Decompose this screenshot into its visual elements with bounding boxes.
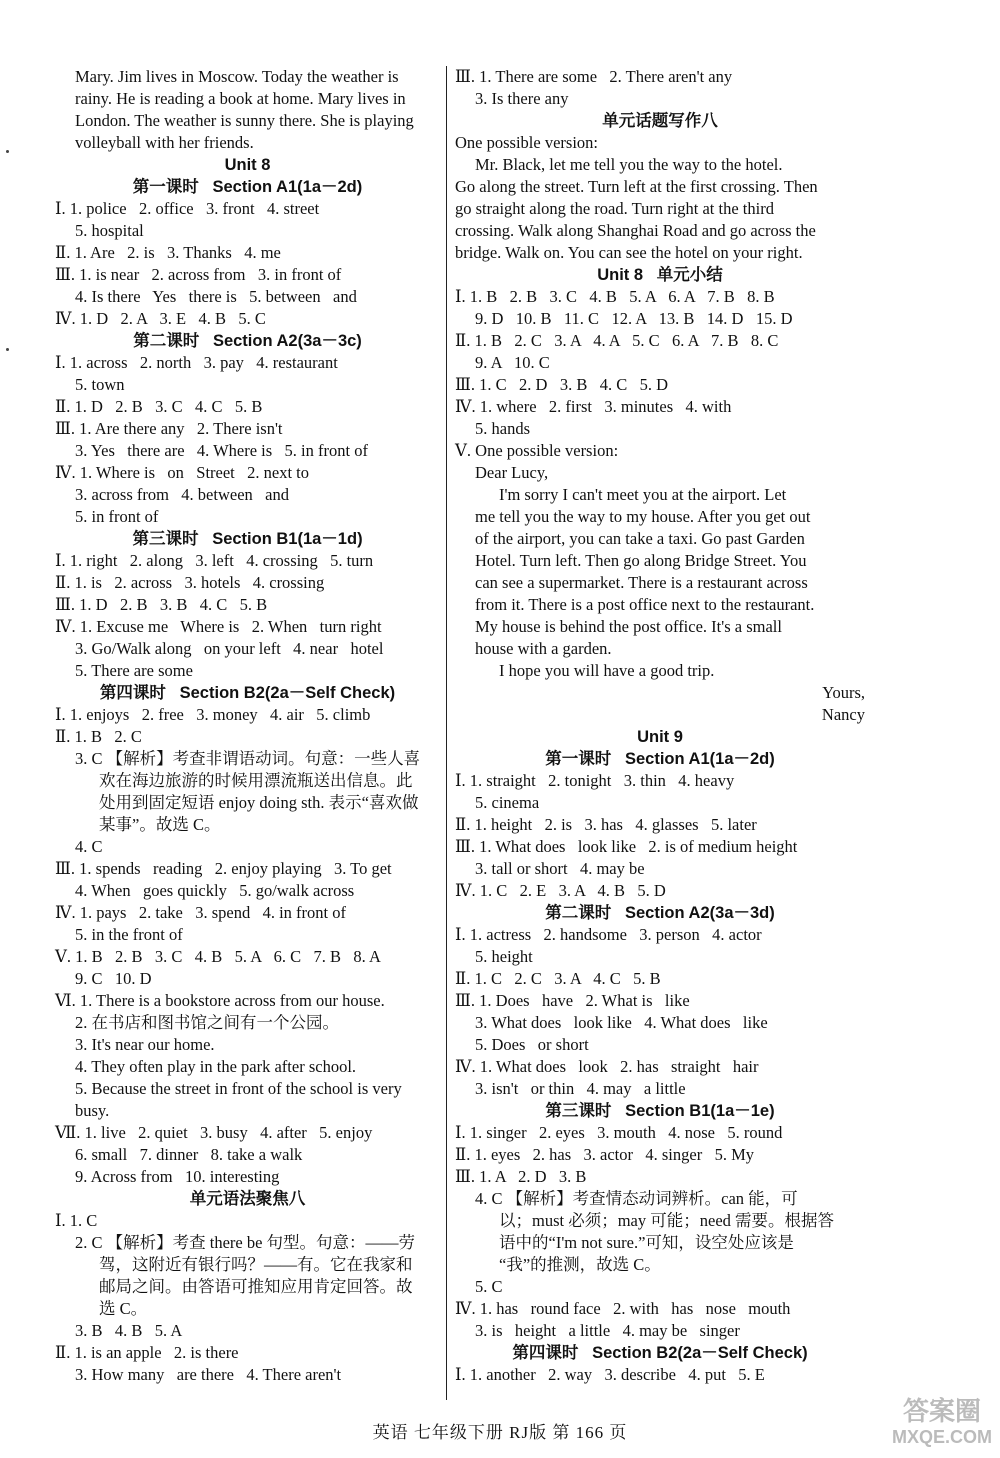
answer-line: 4. C 【解析】考查情态动词辨析。can 能，可 — [475, 1189, 798, 1208]
answer-line: Ⅲ. 1. spends reading 2. enjoy playing 3. To get — [55, 859, 392, 878]
watermark-logo — [892, 1398, 992, 1450]
answer-line: Ⅰ. 1. right 2. along 3. left 4. crossing 5. turn — [55, 551, 374, 570]
answer-line: 3. across from 4. between and — [75, 485, 289, 504]
answer-line: bridge. Walk on. You can see the hotel on your right. — [455, 243, 803, 262]
answer-line: Mr. Black, let me tell you the way to the hotel. — [475, 155, 783, 174]
answer-line: 5. in front of — [75, 507, 159, 526]
answer-line: 3. How many are there 4. There aren't — [75, 1365, 342, 1384]
answer-line: Ⅱ. 1. is 2. across 3. hotels 4. crossing — [55, 573, 325, 592]
answer-line: 3. tall or short 4. may be — [475, 859, 645, 878]
answer-line: house with a garden. — [475, 639, 612, 658]
answer-line: My house is behind the post office. It's a small — [475, 617, 782, 636]
answer-line: 5. Does or short — [475, 1035, 589, 1054]
answer-line: “我”的推测，故选 C。 — [499, 1255, 661, 1274]
answer-line: Ⅱ. 1. eyes 2. has 3. actor 4. singer 5. My — [455, 1145, 754, 1164]
answer-line: Ⅶ. 1. live 2. quiet 3. busy 4. after 5. enjoy — [55, 1123, 373, 1142]
answer-line: 3. What does look like 4. What does like — [475, 1013, 768, 1032]
answer-line: Ⅴ. 1. B 2. B 3. C 4. B 5. A 6. C 7. B 8. A — [55, 947, 381, 966]
answer-line: 选 C。 — [99, 1299, 148, 1318]
right-column — [455, 66, 865, 1386]
answer-line: Ⅱ. 1. D 2. B 3. C 4. C 5. B — [55, 397, 263, 416]
answer-line: Ⅰ. 1. another 2. way 3. describe 4. put 5. E — [455, 1365, 765, 1384]
answer-line: Ⅳ. 1. Where is on Street 2. next to — [55, 463, 310, 482]
section-heading: 第三课时 Section B1(1a－1e) — [545, 1102, 775, 1120]
answer-line: Hotel. Turn left. Then go along Bridge Street. You — [475, 551, 807, 570]
answer-line: Ⅰ. 1. police 2. office 3. front 4. street — [55, 199, 320, 218]
answer-line: 5. C — [475, 1277, 503, 1296]
answer-line: can see a supermarket. There is a restaurant across — [475, 573, 808, 592]
answer-line: 邮局之间。由答语可推知应用肯定回答。故 — [99, 1277, 413, 1296]
answer-line: Ⅲ. 1. There are some 2. There aren't any — [455, 67, 733, 86]
answer-line: 4. When goes quickly 5. go/walk across — [75, 881, 355, 900]
answer-line: 6. small 7. dinner 8. take a walk — [75, 1145, 303, 1164]
answer-line: of the airport, you can take a taxi. Go past Garden — [475, 529, 805, 548]
answer-line: go straight along the road. Turn right at the third — [455, 199, 774, 218]
answer-line: 9. Across from 10. interesting — [75, 1167, 280, 1186]
section-heading: 第四课时 Section B2(2a－Self Check) — [99, 684, 396, 702]
answer-line: 9. C 10. D — [75, 969, 152, 988]
answer-line: 5. There are some — [75, 661, 193, 680]
answer-line: Ⅳ. 1. where 2. first 3. minutes 4. with — [455, 397, 732, 416]
answer-line: 5. hands — [475, 419, 530, 438]
answer-line: London. The weather is sunny there. She is playing — [75, 111, 414, 130]
answer-line: 欢在海边旅游的时候用漂流瓶送出信息。此 — [99, 771, 413, 790]
answer-line: Ⅰ. 1. singer 2. eyes 3. mouth 4. nose 5. round — [455, 1123, 783, 1142]
answer-line: 5. cinema — [475, 793, 540, 812]
answer-line: Ⅲ. 1. is near 2. across from 3. in front of — [55, 265, 342, 284]
answer-line: Ⅳ. 1. C 2. E 3. A 4. B 5. D — [455, 881, 666, 900]
answer-line: Ⅲ. 1. A 2. D 3. B — [455, 1167, 587, 1186]
answer-line: Ⅱ. 1. B 2. C 3. A 4. A 5. C 6. A 7. B 8. C — [455, 331, 779, 350]
answer-line: Ⅲ. 1. What does look like 2. is of medium height — [455, 837, 798, 856]
answer-line: 以；must 必须；may 可能；need 需要。根据答 — [499, 1211, 835, 1230]
answer-line: Ⅳ. 1. has round face 2. with has nose mouth — [455, 1299, 791, 1318]
section-heading: Unit 9 — [637, 728, 683, 746]
answer-line: Ⅴ. One possible version: — [455, 441, 619, 460]
answer-line: 4. C — [75, 837, 103, 856]
answer-line: Ⅰ. 1. C — [55, 1211, 98, 1230]
answer-line: crossing. Walk along Shanghai Road and go across the — [455, 221, 816, 240]
answer-line: 3. B 4. B 5. A — [75, 1321, 183, 1340]
answer-line: 3. isn't or thin 4. may a little — [475, 1079, 686, 1098]
answer-line: Ⅲ. 1. Does have 2. What is like — [455, 991, 690, 1010]
answer-line: Ⅳ. 1. What does look 2. has straight hair — [455, 1057, 759, 1076]
answer-line: Ⅰ. 1. straight 2. tonight 3. thin 4. heavy — [455, 771, 735, 790]
answer-line: Go along the street. Turn left at the first crossing. Then — [455, 177, 818, 196]
section-heading: Unit 8 — [224, 156, 271, 174]
answer-line: 5. in the front of — [75, 925, 183, 944]
answer-line: Ⅰ. 1. actress 2. handsome 3. person 4. actor — [455, 925, 762, 944]
answer-line: 9. D 10. B 11. C 12. A 13. B 14. D 15. D — [475, 309, 793, 328]
answer-line: rainy. He is reading a book at home. Mary lives in — [75, 89, 406, 108]
answer-line: 驾，这附近有银行吗？——有。它在我家和 — [99, 1255, 413, 1274]
answer-line: One possible version: — [455, 133, 598, 152]
answer-line: 9. A 10. C — [475, 353, 550, 372]
answer-line: I hope you will have a good trip. — [499, 661, 715, 680]
margin-mark — [6, 150, 9, 153]
answer-line: 3. is height a little 4. may be singer — [475, 1321, 740, 1340]
page-footer: 英语 七年级下册 RJ版 第 166 页 — [372, 1423, 628, 1442]
answer-line: 语中的“I'm not sure.”可知，设空处应该是 — [499, 1233, 794, 1252]
section-heading: 第一课时 Section A1(1a－2d) — [132, 178, 363, 196]
answer-line: volleyball with her friends. — [75, 133, 254, 152]
answer-line: 5. height — [475, 947, 533, 966]
answer-line: Ⅰ. 1. enjoys 2. free 3. money 4. air 5. climb — [55, 705, 371, 724]
answer-line: 某事”。故选 C。 — [99, 815, 221, 834]
answer-line: 2. C 【解析】考查 there be 句型。句意：——劳 — [75, 1233, 416, 1252]
answer-line: busy. — [75, 1101, 110, 1120]
answer-line: 4. Is there Yes there is 5. between and — [75, 287, 357, 306]
section-heading: 第一课时 Section A1(1a－2d) — [545, 750, 775, 768]
answer-line: 5. town — [75, 375, 125, 394]
answer-line: 2. 在书店和图书馆之间有一个公园。 — [75, 1013, 339, 1032]
answer-line: Ⅱ. 1. Are 2. is 3. Thanks 4. me — [55, 243, 281, 262]
answer-line: Ⅱ. 1. B 2. C — [55, 727, 142, 746]
answer-line: me tell you the way to my house. After you get out — [475, 507, 811, 526]
answer-line: 3. Go/Walk along on your left 4. near hotel — [75, 639, 384, 658]
answer-line: Ⅲ. 1. D 2. B 3. B 4. C 5. B — [55, 595, 268, 614]
answer-line: 处用到固定短语 enjoy doing sth. 表示“喜欢做 — [99, 793, 419, 812]
answer-line: Ⅰ. 1. across 2. north 3. pay 4. restaurant — [55, 353, 338, 372]
section-heading: 第三课时 Section B1(1a－1d) — [132, 530, 363, 548]
answer-line: 3. Yes there are 4. Where is 5. in front of — [75, 441, 368, 460]
column-divider — [446, 66, 447, 1400]
answer-line: Mary. Jim lives in Moscow. Today the weather is — [75, 67, 399, 86]
answer-line: Ⅳ. 1. D 2. A 3. E 4. B 5. C — [55, 309, 266, 328]
answer-line: I'm sorry I can't meet you at the airport. Let — [499, 485, 787, 504]
section-heading: 单元话题写作八 — [602, 112, 718, 130]
answer-line: 4. They often play in the park after school. — [75, 1057, 357, 1076]
left-column — [55, 66, 440, 1386]
answer-line: Nancy — [821, 705, 865, 724]
watermark-url: MXQE.COM — [891, 1427, 992, 1447]
answer-line: 3. It's near our home. — [75, 1035, 215, 1054]
margin-mark — [6, 348, 9, 351]
answer-line: Yours, — [822, 683, 865, 702]
answer-line: Ⅵ. 1. There is a bookstore across from our house. — [55, 991, 385, 1010]
answer-line: Dear Lucy, — [475, 463, 549, 482]
section-heading: 第四课时 Section B2(2a－Self Check) — [512, 1344, 808, 1362]
answer-line: Ⅰ. 1. B 2. B 3. C 4. B 5. A 6. A 7. B 8. B — [455, 287, 775, 306]
answer-line: 5. Because the street in front of the school is very — [75, 1079, 402, 1098]
answer-line: Ⅱ. 1. height 2. is 3. has 4. glasses 5. later — [455, 815, 757, 834]
answer-line: Ⅱ. 1. is an apple 2. is there — [55, 1343, 239, 1362]
answer-line: 5. hospital — [75, 221, 144, 240]
answer-line: Ⅳ. 1. pays 2. take 3. spend 4. in front of — [55, 903, 346, 922]
section-heading: 第二课时 Section A2(3a－3c) — [133, 332, 362, 350]
watermark-title: 答案圈 — [902, 1396, 981, 1426]
answer-line: from it. There is a post office next to the restaurant. — [475, 595, 815, 614]
section-heading: 单元语法聚焦八 — [189, 1190, 306, 1208]
answer-line: 3. Is there any — [475, 89, 569, 108]
answer-line: Ⅲ. 1. C 2. D 3. B 4. C 5. D — [455, 375, 669, 394]
section-heading: Unit 8 单元小结 — [597, 266, 723, 284]
answer-line: Ⅱ. 1. C 2. C 3. A 4. C 5. B — [455, 969, 661, 988]
answer-line: Ⅲ. 1. Are there any 2. There isn't — [55, 419, 283, 438]
answer-line: 3. C 【解析】考查非谓语动词。句意：一些人喜 — [75, 749, 421, 768]
section-heading: 第二课时 Section A2(3a－3d) — [545, 904, 775, 922]
answer-line: Ⅳ. 1. Excuse me Where is 2. When turn right — [55, 617, 382, 636]
